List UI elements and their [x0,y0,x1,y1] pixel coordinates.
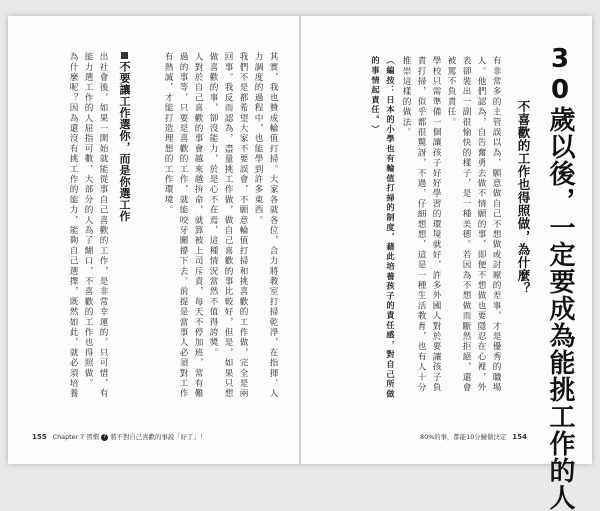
paragraph: 有非常多的主管誤以為，願意做自己不想做或討厭的差事，才是優秀的職場人。他們認為，自告奮勇去做不情願的事，即便不想做也要隱忍在心裡，外表卻裝出一副很愉快的樣子，是一種美德。若因為不想做而斷然拒絕，還會被罵不負責任。 [446,56,501,393]
footer-book-title: 80%的事，都能10分鐘做決定 [420,433,507,441]
chapter-title: 30歲以後，一定要成為能挑工作的人 [545,44,575,511]
page-number: 154 [512,433,527,441]
book-spine [299,16,301,464]
paragraph: 人對於自己喜歡的事會越來越拚命，就算被上司斥責，每天不停加班，常有難過的事等，只要是喜歡的工作，就能咬牙關撐下去。前提是當事人必須對工作有熱誠，才能打造理想的工作環境。 [163,52,203,399]
page-number: 155 [32,433,47,441]
left-page-body-top [158,52,280,402]
section-marker-icon [121,52,128,59]
paragraph: 學校只需準備一個讓孩子好好學習的環境就好，許多外國人對於要讓孩子負責打掃，似乎都很驚訝，不過，仔細想想，這是一種生活教育，也有人十分推崇這樣的做法。 [401,56,441,393]
paragraph: 其實，我也贊成輪值打掃。大家各就各位，合力將教室打掃乾淨，在指揮、人力調度的過程中，也能學到許多東西。 [253,52,278,399]
paragraph: 我們不是都希望大家不要誤會，不願意輪值打掃和挑喜歡的工作做，完全是兩回事。我反而認為，盡量挑工作做，做自己喜歡的事比較好，但是，如果只想做喜歡的事，卻沒能力，於是心不在焉，這種情況當然不值得誇獎。 [208,52,248,399]
footer-chapter-title: 將不對自己喜歡的事說「好了」！ [110,433,207,441]
book-spread [8,16,592,511]
right-page-body [338,56,503,401]
left-page-body-bottom [38,52,110,402]
footer-chapter: Chapter 7 [52,433,85,441]
section-heading [118,52,131,282]
paragraph: 為什麼呢？因為還沒有挑工作的能力，能夠自己選擇，既然如此，就必須培養 [68,52,78,399]
editor-note: （編按：日本的小學也有輪值打掃的制度，藉此培養孩子的責任感，對自己所做的事情起責任。） [371,56,396,399]
left-page-footer [28,432,206,441]
right-page-footer [420,432,531,441]
chapter-number-icon: 7 [103,433,107,440]
footer-label: 習慣 [86,433,100,441]
section-heading-text: 不要讓工作選你，而是你選工作 [118,61,131,222]
paragraph: 出社會後，如果一開始就能從事自己喜歡的工作，是非常幸運的。只可惜，有能力選工作的人屈指可數，大部分的人為了餬口，不喜歡的工作也得照做。 [83,52,108,399]
chapter-subtitle: 不喜歡的工作也得照做，為什麼？ [516,100,531,295]
